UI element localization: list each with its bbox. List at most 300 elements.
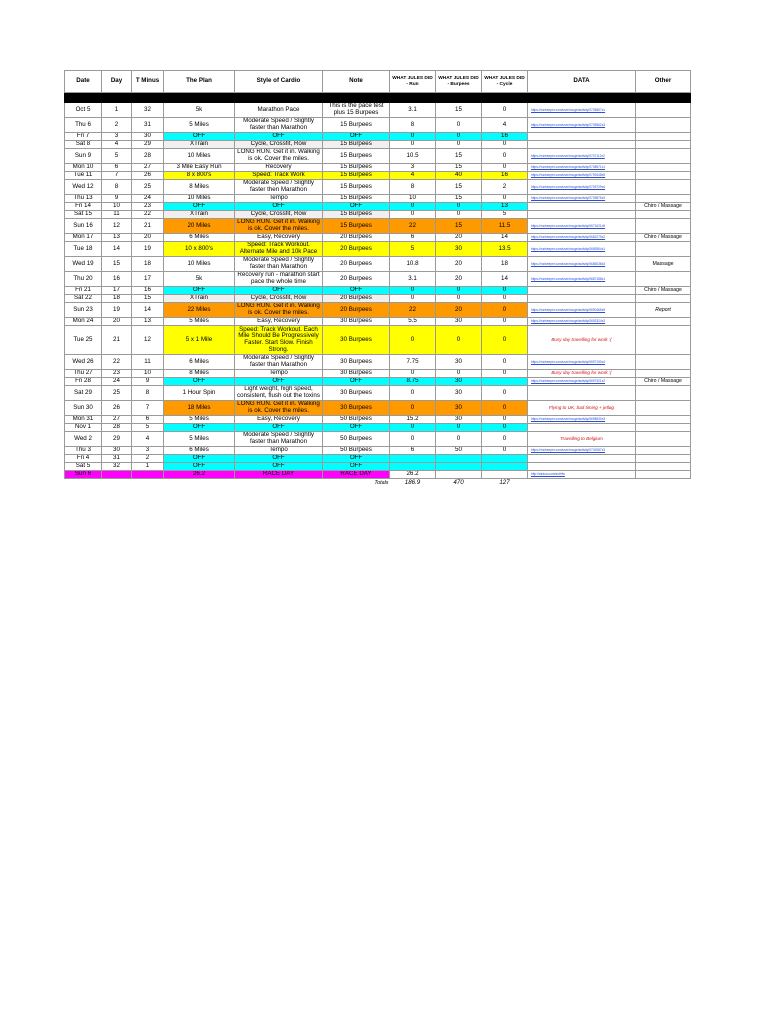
cell-day: 32 — [102, 463, 132, 471]
header-day: Day — [102, 71, 132, 93]
cell-burpees: 20 — [436, 257, 482, 272]
cell-style: OFF — [235, 287, 323, 295]
cell-burpees: 30 — [436, 416, 482, 424]
cell-date: Thu 27 — [65, 370, 102, 378]
cell-day: 3 — [102, 133, 132, 141]
cell-day: 8 — [102, 180, 132, 195]
cell-cycle: 18 — [482, 257, 528, 272]
cell-plan: OFF — [164, 203, 235, 211]
cell-plan: 6 Miles — [164, 447, 235, 455]
table-row — [65, 318, 691, 326]
cell-note: 15 Burpees — [323, 172, 390, 180]
cell-date: Thu 20 — [65, 272, 102, 287]
totals-spacer — [528, 479, 691, 489]
cell-other — [636, 463, 691, 471]
activity-link[interactable]: https://runkeeper.com/user/rouge/activity/0697150x4 — [528, 355, 636, 370]
cell-run: 8 — [390, 118, 436, 133]
cell-run: 0 — [390, 133, 436, 141]
cell-day: 24 — [102, 378, 132, 386]
cell-cycle: 0 — [482, 386, 528, 401]
cell-cycle: 0 — [482, 355, 528, 370]
cell-cycle: 0 — [482, 149, 528, 164]
cell-cycle: 0 — [482, 295, 528, 303]
cell-run: 8.75 — [390, 378, 436, 386]
cell-date: Mon 17 — [65, 234, 102, 242]
cell-run: 0 — [390, 295, 436, 303]
cell-note: 15 Burpees — [323, 118, 390, 133]
cell-date: Sun 23 — [65, 303, 102, 318]
cell-day: 23 — [102, 370, 132, 378]
cell-cycle — [482, 471, 528, 479]
cell-style: Light weight, high speed, consistent, flush out the toxins — [235, 386, 323, 401]
cell-tminus: 13 — [132, 318, 164, 326]
cell-run: 0 — [390, 203, 436, 211]
cell-note: 15 Burpees — [323, 149, 390, 164]
cell-cycle — [482, 455, 528, 463]
cell-other — [636, 172, 691, 180]
activity-link[interactable]: https://runkeeper.com/user/rouge/activity/0685038x3 — [528, 257, 636, 272]
cell-note: 20 Burpees — [323, 234, 390, 242]
cell-note: OFF — [323, 455, 390, 463]
cell-run: 8 — [390, 180, 436, 195]
cell-other — [636, 180, 691, 195]
cell-plan: OFF — [164, 133, 235, 141]
cell-cycle: 0 — [482, 370, 528, 378]
cell-other — [636, 455, 691, 463]
activity-link[interactable]: http://strava.com/act/rfw — [528, 471, 636, 479]
cell-tminus: 8 — [132, 386, 164, 401]
cell-day: 1 — [102, 103, 132, 118]
activity-link[interactable]: https://runkeeper.com/user/rouge/activity/0687188x1 — [528, 272, 636, 287]
cell-tminus: 26 — [132, 172, 164, 180]
cell-day: 16 — [102, 272, 132, 287]
cell-tminus: 22 — [132, 211, 164, 219]
cell-date: Sun 16 — [65, 219, 102, 234]
cell-cycle: 0 — [482, 195, 528, 203]
cell-other — [636, 141, 691, 149]
cell-run: 0 — [390, 326, 436, 355]
cell-day: 17 — [102, 287, 132, 295]
table-row — [65, 103, 691, 118]
cell-tminus: 17 — [132, 272, 164, 287]
cell-cycle: 0 — [482, 164, 528, 172]
cell-other — [636, 118, 691, 133]
cell-style: Speed: Track Workout. Each Mile Should Be Progressively Faster. Start Slow. Finish Strong. — [235, 326, 323, 355]
cell-cycle: 0 — [482, 303, 528, 318]
cell-note: 30 Burpees — [323, 386, 390, 401]
header-burpees: WHAT JULES DID - Burpees — [436, 71, 482, 93]
activity-link[interactable]: https://runkeeper.com/user/rouge/activity/0708571x1 — [528, 164, 636, 172]
cell-cycle: 13.5 — [482, 242, 528, 257]
cell-burpees: 0 — [436, 203, 482, 211]
cell-run: 5 — [390, 242, 436, 257]
cell-note: 15 Burpees — [323, 219, 390, 234]
cell-tminus: 29 — [132, 141, 164, 149]
cell-run: 10.5 — [390, 149, 436, 164]
cell-style: Speed: Track Workout. Alternate Mile and 10k Pace — [235, 242, 323, 257]
header-data: DATA — [528, 71, 636, 93]
cell-day: 6 — [102, 164, 132, 172]
cell-tminus: 19 — [132, 242, 164, 257]
cell-plan: 5 Miles — [164, 318, 235, 326]
cell-day: 25 — [102, 386, 132, 401]
cell-other — [636, 318, 691, 326]
cell-cycle: 0 — [482, 141, 528, 149]
table-row — [65, 172, 691, 180]
cell-cycle: 13 — [482, 203, 528, 211]
cell-tminus — [132, 471, 164, 479]
cell-data — [528, 211, 636, 219]
cell-tminus: 18 — [132, 257, 164, 272]
cell-burpees: 30 — [436, 386, 482, 401]
cell-burpees: 0 — [436, 295, 482, 303]
cell-note: 20 Burpees — [323, 295, 390, 303]
cell-date: Sat 8 — [65, 141, 102, 149]
cell-date: Thu 3 — [65, 447, 102, 455]
cell-note: 30 Burpees — [323, 401, 390, 416]
activity-link[interactable]: https://runkeeper.com/user/rouge/activity/0709729x4 — [528, 180, 636, 195]
cell-cycle: 16 — [482, 172, 528, 180]
cell-plan: XTrain — [164, 295, 235, 303]
cell-tminus: 9 — [132, 378, 164, 386]
cell-day — [102, 471, 132, 479]
table-row — [65, 386, 691, 401]
cell-other — [636, 272, 691, 287]
cell-run: 10.8 — [390, 257, 436, 272]
cell-note: 15 Burpees — [323, 195, 390, 203]
cell-run: 6 — [390, 234, 436, 242]
totals-cycle: 127 — [499, 479, 510, 487]
table-row — [65, 203, 691, 211]
cell-plan: OFF — [164, 424, 235, 432]
cell-burpees: 15 — [436, 180, 482, 195]
cell-burpees: 0 — [436, 287, 482, 295]
cell-style: OFF — [235, 463, 323, 471]
activity-link[interactable]: https://runkeeper.com/user/rouge/activity/0683964x1 — [528, 242, 636, 257]
cell-day: 28 — [102, 424, 132, 432]
cell-plan: 5k — [164, 272, 235, 287]
cell-cycle: 4 — [482, 118, 528, 133]
cell-tminus: 24 — [132, 195, 164, 203]
cell-note: 20 Burpees — [323, 257, 390, 272]
cell-style: Easy, Recovery — [235, 416, 323, 424]
cell-plan: 6 Miles — [164, 234, 235, 242]
table-row — [65, 378, 691, 386]
black-band-cell — [65, 93, 691, 103]
cell-data — [528, 463, 636, 471]
cell-tminus: 16 — [132, 287, 164, 295]
cell-other: Chiro / Massage — [636, 234, 691, 242]
cell-plan: 5 x 1 Mile — [164, 326, 235, 355]
cell-day: 31 — [102, 455, 132, 463]
cell-date: Mon 24 — [65, 318, 102, 326]
cell-day: 4 — [102, 141, 132, 149]
cell-tminus: 10 — [132, 370, 164, 378]
cell-day: 11 — [102, 211, 132, 219]
cell-note: 15 Burpees — [323, 211, 390, 219]
cell-plan: 20 Miles — [164, 219, 235, 234]
cell-run — [390, 463, 436, 471]
cell-cycle: 14 — [482, 272, 528, 287]
cell-style: Speed: Track Work — [235, 172, 323, 180]
cell-note: 30 Burpees — [323, 355, 390, 370]
table-row — [65, 401, 691, 416]
activity-link[interactable]: https://runkeeper.com/user/rouge/activity/0709448x5 — [528, 172, 636, 180]
cell-cycle: 16 — [482, 133, 528, 141]
cell-tminus: 14 — [132, 303, 164, 318]
cell-burpees: 20 — [436, 303, 482, 318]
cell-style: OFF — [235, 133, 323, 141]
cell-cycle: 5 — [482, 211, 528, 219]
cell-style: Cycle, Crossfit, Row — [235, 295, 323, 303]
cell-burpees: 40 — [436, 172, 482, 180]
cell-burpees — [436, 463, 482, 471]
activity-link[interactable]: https://runkeeper.com/user/rouge/activity/0707112x2 — [528, 149, 636, 164]
table-row — [65, 303, 691, 318]
cell-plan: 5 Miles — [164, 432, 235, 447]
table-row — [65, 355, 691, 370]
cell-style: Cycle, Crossfit, Row — [235, 141, 323, 149]
cell-day: 5 — [102, 149, 132, 164]
cell-style: Moderate Speed / Slightly faster than Marathon — [235, 432, 323, 447]
cell-tminus: 11 — [132, 355, 164, 370]
header-cycle: WHAT JULES DID - Cycle — [482, 71, 528, 93]
cell-cycle: 0 — [482, 318, 528, 326]
cell-style: Tempo — [235, 195, 323, 203]
cell-note: 30 Burpees — [323, 326, 390, 355]
cell-note: OFF — [323, 463, 390, 471]
cell-style: LONG RUN. Get it in. Walking is ok. Cover the miles. — [235, 219, 323, 234]
header-other: Other — [636, 71, 691, 93]
cell-plan: 8 Miles — [164, 370, 235, 378]
cell-cycle: 0 — [482, 401, 528, 416]
cell-other — [636, 326, 691, 355]
cell-date: Wed 26 — [65, 355, 102, 370]
cell-day: 26 — [102, 401, 132, 416]
table-row — [65, 195, 691, 203]
cell-data: Flying to UK, bad timing + jetlag — [528, 401, 636, 416]
cell-plan: 8 Miles — [164, 180, 235, 195]
cell-run: 3.1 — [390, 272, 436, 287]
cell-day: 12 — [102, 219, 132, 234]
cell-burpees: 0 — [436, 326, 482, 355]
cell-burpees: 30 — [436, 401, 482, 416]
cell-plan: 5 Miles — [164, 118, 235, 133]
cell-other — [636, 424, 691, 432]
cell-run — [390, 455, 436, 463]
cell-tminus: 6 — [132, 416, 164, 424]
table-row — [65, 463, 691, 471]
table-row — [65, 287, 691, 295]
cell-burpees: 0 — [436, 211, 482, 219]
cell-cycle: 11.5 — [482, 219, 528, 234]
cell-other — [636, 386, 691, 401]
activity-link[interactable]: https://runkeeper.com/user/rouge/activity/0692324x3 — [528, 318, 636, 326]
cell-plan: 22 Miles — [164, 303, 235, 318]
cell-tminus: 30 — [132, 133, 164, 141]
activity-link[interactable]: https://runkeeper.com/user/rouge/activity/0709875x3 — [528, 195, 636, 203]
cell-run: 0 — [390, 424, 436, 432]
cell-plan: OFF — [164, 378, 235, 386]
cell-note: 30 Burpees — [323, 318, 390, 326]
header-style: Style of Cardio — [235, 71, 323, 93]
cell-data: Busy day travelling for work :( — [528, 370, 636, 378]
cell-burpees: 20 — [436, 234, 482, 242]
header-run: WHAT JULES DID - Run — [390, 71, 436, 93]
training-plan-table — [64, 70, 691, 488]
cell-style: OFF — [235, 378, 323, 386]
cell-style: OFF — [235, 455, 323, 463]
cell-date: Wed 2 — [65, 432, 102, 447]
cell-day: 30 — [102, 447, 132, 455]
activity-link[interactable]: https://runkeeper.com/user/rouge/activity/0682279x2 — [528, 234, 636, 242]
cell-cycle: 0 — [482, 447, 528, 455]
cell-data — [528, 133, 636, 141]
cell-note: 30 Burpees — [323, 370, 390, 378]
activity-link[interactable]: https://runkeeper.com/user/rouge/activity/0705557x1 — [528, 103, 636, 118]
cell-run: 22 — [390, 219, 436, 234]
activity-link[interactable]: https://runkeeper.com/user/rouge/activity/0705562x3 — [528, 118, 636, 133]
table-row — [65, 424, 691, 432]
cell-burpees — [436, 455, 482, 463]
totals-run: 186.9 — [404, 479, 421, 487]
activity-link[interactable]: https://runkeeper.com/user/rouge/activity/0690465x5 — [528, 303, 636, 318]
activity-link[interactable]: https://runkeeper.com/user/rouge/activity/0671621x5 — [528, 219, 636, 234]
cell-date: Nov 1 — [65, 424, 102, 432]
cell-other — [636, 103, 691, 118]
cell-run: 3.1 — [390, 103, 436, 118]
activity-link[interactable]: https://runkeeper.com/user/rouge/activity/0698530x3 — [528, 416, 636, 424]
cell-burpees: 30 — [436, 318, 482, 326]
cell-note: OFF — [323, 203, 390, 211]
cell-date: Fri 14 — [65, 203, 102, 211]
cell-burpees: 0 — [436, 432, 482, 447]
cell-run: 0 — [390, 370, 436, 378]
table-row — [65, 471, 691, 479]
cell-tminus: 27 — [132, 164, 164, 172]
cell-burpees: 0 — [436, 370, 482, 378]
cell-note: OFF — [323, 424, 390, 432]
cell-run: 0 — [390, 287, 436, 295]
cell-note: OFF — [323, 133, 390, 141]
table-row — [65, 234, 691, 242]
cell-style: Cycle, Crossfit, Row — [235, 211, 323, 219]
cell-data: Travelling to Belgium — [528, 432, 636, 447]
table-row — [65, 242, 691, 257]
cell-burpees: 15 — [436, 149, 482, 164]
cell-run: 3 — [390, 164, 436, 172]
cell-style: LONG RUN. Get it in. Walking is ok. Cover the miles. — [235, 303, 323, 318]
cell-burpees: 15 — [436, 103, 482, 118]
cell-style: LONG RUN. Get it in. Walking is ok. Cover the miles. — [235, 401, 323, 416]
cell-day: 13 — [102, 234, 132, 242]
cell-tminus: 20 — [132, 234, 164, 242]
cell-tminus: 23 — [132, 203, 164, 211]
totals-burpees: 470 — [453, 479, 464, 487]
cell-day: 2 — [102, 118, 132, 133]
cell-other — [636, 219, 691, 234]
cell-burpees: 0 — [436, 133, 482, 141]
cell-date: Sat 29 — [65, 386, 102, 401]
table-row — [65, 219, 691, 234]
cell-style: Moderate Speed / Slightly faster than Marathon — [235, 118, 323, 133]
cell-burpees: 0 — [436, 141, 482, 149]
cell-date: Thu 13 — [65, 195, 102, 203]
table-row — [65, 447, 691, 455]
cell-style: LONG RUN. Get it in. Walking is ok. Cover the miles. — [235, 149, 323, 164]
cell-day: 9 — [102, 195, 132, 203]
cell-date: Tue 18 — [65, 242, 102, 257]
cell-other — [636, 164, 691, 172]
header-date: Date — [65, 71, 102, 93]
cell-note: 50 Burpees — [323, 432, 390, 447]
cell-date: Fri 21 — [65, 287, 102, 295]
cell-tminus: 28 — [132, 149, 164, 164]
cell-cycle: 0 — [482, 287, 528, 295]
cell-note: 15 Burpees — [323, 141, 390, 149]
cell-tminus: 25 — [132, 180, 164, 195]
cell-tminus: 5 — [132, 424, 164, 432]
cell-other — [636, 149, 691, 164]
cell-plan: 6 Miles — [164, 355, 235, 370]
cell-style: Recovery run - marathon start pace the whole time — [235, 272, 323, 287]
cell-note: 15 Burpees — [323, 164, 390, 172]
cell-tminus: 32 — [132, 103, 164, 118]
cell-tminus: 15 — [132, 295, 164, 303]
cell-burpees: 30 — [436, 378, 482, 386]
cell-day: 20 — [102, 318, 132, 326]
cell-date: Fri 7 — [65, 133, 102, 141]
cell-other — [636, 447, 691, 455]
cell-plan: 8 x 800's — [164, 172, 235, 180]
cell-tminus: 31 — [132, 118, 164, 133]
table-row — [65, 370, 691, 378]
cell-date: Wed 12 — [65, 180, 102, 195]
cell-other — [636, 195, 691, 203]
table-body — [65, 71, 691, 479]
cell-date: Fri 28 — [65, 378, 102, 386]
cell-plan: 26.2 — [164, 471, 235, 479]
activity-link[interactable]: https://runkeeper.com/user/rouge/activity/0697321x2 — [528, 378, 636, 386]
cell-other — [636, 370, 691, 378]
cell-data — [528, 141, 636, 149]
cell-tminus: 1 — [132, 463, 164, 471]
cell-burpees: 15 — [436, 219, 482, 234]
activity-link[interactable]: https://runkeeper.com/user/rouge/activity/0702087x3 — [528, 447, 636, 455]
cell-plan: OFF — [164, 455, 235, 463]
cell-day: 19 — [102, 303, 132, 318]
cell-style: OFF — [235, 203, 323, 211]
cell-burpees: 0 — [436, 424, 482, 432]
cell-day: 21 — [102, 326, 132, 355]
table-row — [65, 211, 691, 219]
cell-day: 22 — [102, 355, 132, 370]
table-row — [65, 180, 691, 195]
cell-style: Marathon Pace — [235, 103, 323, 118]
cell-run: 0 — [390, 141, 436, 149]
cell-date: Sun 30 — [65, 401, 102, 416]
cell-run: 0 — [390, 386, 436, 401]
table-row — [65, 141, 691, 149]
table-row — [65, 272, 691, 287]
cell-other — [636, 416, 691, 424]
cell-date: Sun 6 — [65, 471, 102, 479]
cell-note: This is the pace test plus 15 Burpees — [323, 103, 390, 118]
cell-cycle: 0 — [482, 416, 528, 424]
cell-date: Mon 31 — [65, 416, 102, 424]
table-row — [65, 257, 691, 272]
cell-plan: XTrain — [164, 211, 235, 219]
